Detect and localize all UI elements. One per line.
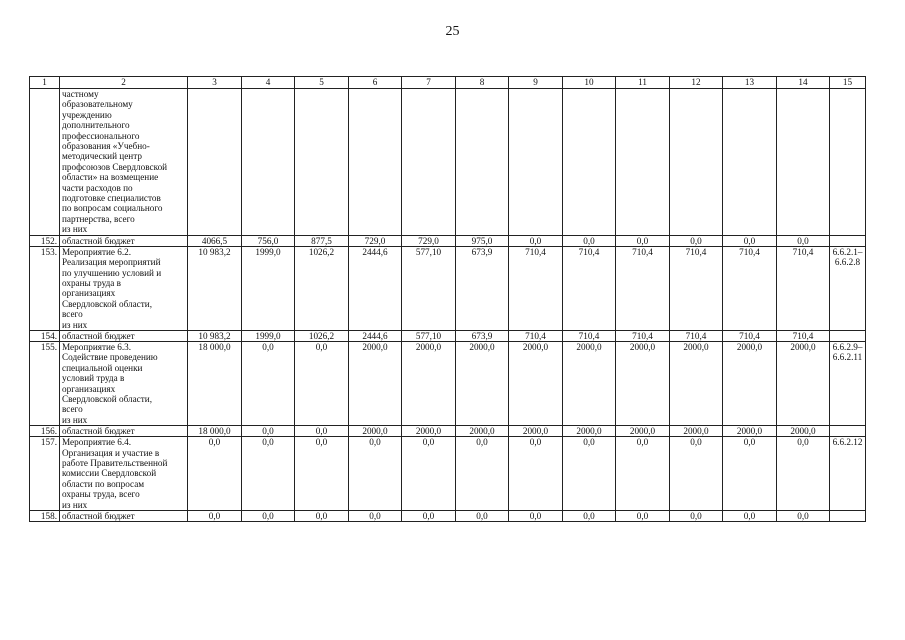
amount-cell: 2000,0 xyxy=(456,341,509,425)
amount-cell: 0,0 xyxy=(723,235,777,246)
amount-cell: 2000,0 xyxy=(509,341,563,425)
row-description: областной бюджет xyxy=(60,235,188,246)
amount-cell: 10 983,2 xyxy=(188,246,242,330)
amount-cell: 0,0 xyxy=(777,235,830,246)
amount-cell: 577,10 xyxy=(402,330,456,341)
table-row xyxy=(30,511,866,522)
amount-cell: 2000,0 xyxy=(402,341,456,425)
amount-cell: 0,0 xyxy=(349,511,402,522)
row-description: Мероприятие 6.4. Организация и участие в работе Правительственной комиссии Свердловской области по вопросам охраны труда, всего из них xyxy=(60,437,188,511)
amount-cell: 2000,0 xyxy=(670,426,723,437)
amount-cell: 0,0 xyxy=(563,511,616,522)
col-header: 13 xyxy=(723,77,777,89)
row-number xyxy=(30,89,60,236)
target-code: 6.6.2.1– 6.6.2.8 xyxy=(830,246,866,330)
amount-cell: 0,0 xyxy=(295,437,349,511)
row-description: Мероприятие 6.2. Реализация мероприятий по улучшению условий и охраны труда в организациях Свердловской области, всего из них xyxy=(60,246,188,330)
row-description: частному образовательному учреждению дополнительного профессионального образования «Учебно- методический центр профсоюзов Свердловской области» на возмещение части расходов по подготовке специалистов по вопросам социального партнерства, всего из них xyxy=(60,89,188,236)
amount-cell: 710,4 xyxy=(616,246,670,330)
amount-cell: 0,0 xyxy=(188,511,242,522)
col-header: 11 xyxy=(616,77,670,89)
amount-cell: 673,9 xyxy=(456,246,509,330)
amount-cell: 710,4 xyxy=(670,246,723,330)
amount-cell: 0,0 xyxy=(402,511,456,522)
amount-cell: 0,0 xyxy=(242,341,295,425)
amount-cell: 0,0 xyxy=(242,437,295,511)
amount-cell: 2000,0 xyxy=(349,341,402,425)
amount-cell: 710,4 xyxy=(509,246,563,330)
amount-cell: 0,0 xyxy=(723,437,777,511)
amount-cell: 710,4 xyxy=(670,330,723,341)
table-row xyxy=(30,235,866,246)
col-header: 4 xyxy=(242,77,295,89)
amount-cell: 710,4 xyxy=(509,330,563,341)
amount-cell xyxy=(670,89,723,236)
amount-cell xyxy=(723,89,777,236)
table-row xyxy=(30,330,866,341)
header-row xyxy=(30,77,866,89)
amount-cell: 10 983,2 xyxy=(188,330,242,341)
amount-cell: 1999,0 xyxy=(242,330,295,341)
table-row xyxy=(30,437,866,511)
amount-cell: 710,4 xyxy=(723,330,777,341)
row-number: 155. xyxy=(30,341,60,425)
col-header: 15 xyxy=(830,77,866,89)
amount-cell: 710,4 xyxy=(777,246,830,330)
amount-cell: 0,0 xyxy=(188,437,242,511)
amount-cell: 2000,0 xyxy=(616,426,670,437)
amount-cell: 1026,2 xyxy=(295,330,349,341)
amount-cell: 0,0 xyxy=(295,426,349,437)
amount-cell: 0,0 xyxy=(456,437,509,511)
amount-cell: 4066,5 xyxy=(188,235,242,246)
target-code xyxy=(830,511,866,522)
amount-cell: 2444,6 xyxy=(349,330,402,341)
table-row xyxy=(30,341,866,425)
col-header: 6 xyxy=(349,77,402,89)
col-header: 7 xyxy=(402,77,456,89)
amount-cell xyxy=(563,89,616,236)
amount-cell: 710,4 xyxy=(563,330,616,341)
row-description: областной бюджет xyxy=(60,511,188,522)
page-number: 25 xyxy=(445,24,460,39)
col-header: 14 xyxy=(777,77,830,89)
amount-cell: 2000,0 xyxy=(723,426,777,437)
row-number: 156. xyxy=(30,426,60,437)
amount-cell: 2000,0 xyxy=(723,341,777,425)
amount-cell: 2000,0 xyxy=(509,426,563,437)
amount-cell: 2000,0 xyxy=(563,426,616,437)
col-header: 3 xyxy=(188,77,242,89)
amount-cell: 0,0 xyxy=(563,437,616,511)
col-header: 10 xyxy=(563,77,616,89)
row-number: 157. xyxy=(30,437,60,511)
amount-cell: 0,0 xyxy=(509,235,563,246)
amount-cell: 0,0 xyxy=(242,511,295,522)
row-description: Мероприятие 6.3. Содействие проведению специальной оценки условий труда в организациях Свердловской области, всего из них xyxy=(60,341,188,425)
row-number: 158. xyxy=(30,511,60,522)
target-code xyxy=(830,235,866,246)
row-number: 153. xyxy=(30,246,60,330)
amount-cell: 0,0 xyxy=(295,511,349,522)
amount-cell: 710,4 xyxy=(723,246,777,330)
amount-cell: 2000,0 xyxy=(402,426,456,437)
col-header: 12 xyxy=(670,77,723,89)
row-description: областной бюджет xyxy=(60,330,188,341)
amount-cell: 18 000,0 xyxy=(188,341,242,425)
amount-cell: 2000,0 xyxy=(777,426,830,437)
amount-cell xyxy=(349,89,402,236)
amount-cell: 0,0 xyxy=(509,437,563,511)
table-row xyxy=(30,246,866,330)
amount-cell xyxy=(402,89,456,236)
row-number: 152. xyxy=(30,235,60,246)
amount-cell: 756,0 xyxy=(242,235,295,246)
target-code xyxy=(830,330,866,341)
amount-cell: 0,0 xyxy=(295,341,349,425)
amount-cell: 0,0 xyxy=(349,437,402,511)
amount-cell: 2000,0 xyxy=(777,341,830,425)
amount-cell: 710,4 xyxy=(563,246,616,330)
target-code xyxy=(830,426,866,437)
amount-cell xyxy=(616,89,670,236)
amount-cell: 0,0 xyxy=(402,437,456,511)
row-description: областной бюджет xyxy=(60,426,188,437)
row-number: 154. xyxy=(30,330,60,341)
amount-cell: 0,0 xyxy=(777,511,830,522)
col-header: 8 xyxy=(456,77,509,89)
col-header: 1 xyxy=(30,77,60,89)
amount-cell: 0,0 xyxy=(509,511,563,522)
amount-cell: 2444,6 xyxy=(349,246,402,330)
col-header: 2 xyxy=(60,77,188,89)
amount-cell: 0,0 xyxy=(456,511,509,522)
col-header: 9 xyxy=(509,77,563,89)
col-header: 5 xyxy=(295,77,349,89)
amount-cell xyxy=(777,89,830,236)
amount-cell: 2000,0 xyxy=(349,426,402,437)
target-code: 6.6.2.12 xyxy=(830,437,866,511)
target-code xyxy=(830,89,866,236)
amount-cell: 0,0 xyxy=(777,437,830,511)
table-row xyxy=(30,89,866,236)
amount-cell xyxy=(295,89,349,236)
amount-cell xyxy=(456,89,509,236)
amount-cell xyxy=(242,89,295,236)
amount-cell: 877,5 xyxy=(295,235,349,246)
amount-cell: 0,0 xyxy=(616,437,670,511)
amount-cell: 2000,0 xyxy=(670,341,723,425)
amount-cell: 2000,0 xyxy=(456,426,509,437)
table-row xyxy=(30,426,866,437)
amount-cell: 18 000,0 xyxy=(188,426,242,437)
amount-cell: 0,0 xyxy=(723,511,777,522)
amount-cell: 729,0 xyxy=(349,235,402,246)
amount-cell: 0,0 xyxy=(670,437,723,511)
budget-table xyxy=(29,76,866,522)
amount-cell: 673,9 xyxy=(456,330,509,341)
amount-cell: 0,0 xyxy=(242,426,295,437)
amount-cell: 710,4 xyxy=(616,330,670,341)
amount-cell: 0,0 xyxy=(670,511,723,522)
amount-cell xyxy=(509,89,563,236)
amount-cell: 2000,0 xyxy=(563,341,616,425)
amount-cell: 975,0 xyxy=(456,235,509,246)
target-code: 6.6.2.9– 6.6.2.11 xyxy=(830,341,866,425)
amount-cell: 0,0 xyxy=(563,235,616,246)
amount-cell: 0,0 xyxy=(616,511,670,522)
amount-cell: 0,0 xyxy=(670,235,723,246)
amount-cell xyxy=(188,89,242,236)
amount-cell: 0,0 xyxy=(616,235,670,246)
amount-cell: 1999,0 xyxy=(242,246,295,330)
amount-cell: 577,10 xyxy=(402,246,456,330)
amount-cell: 2000,0 xyxy=(616,341,670,425)
amount-cell: 1026,2 xyxy=(295,246,349,330)
amount-cell: 710,4 xyxy=(777,330,830,341)
amount-cell: 729,0 xyxy=(402,235,456,246)
